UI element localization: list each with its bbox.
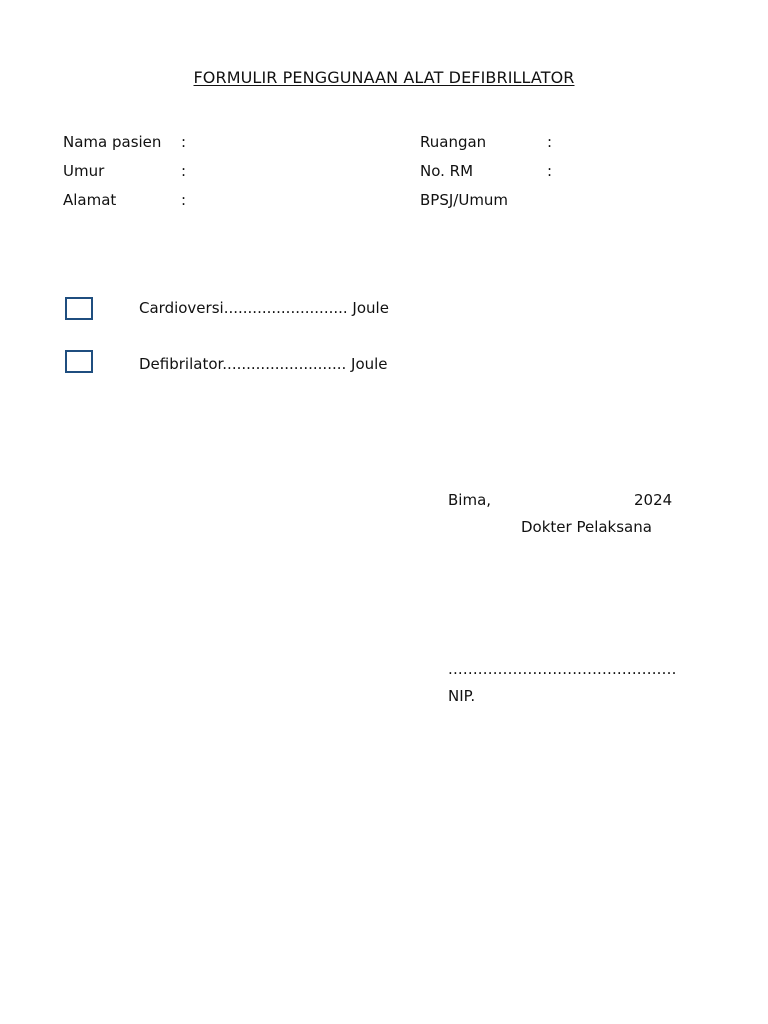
cardioversion-label: Cardioversi.......................... Joule xyxy=(139,299,389,317)
medical-record-label: No. RM xyxy=(420,162,474,180)
medical-record-colon: : xyxy=(547,162,553,180)
cardioversion-checkbox[interactable] xyxy=(65,297,93,320)
signature-year: 2024 xyxy=(634,491,673,509)
form-title: FORMULIR PENGGUNAAN ALAT DEFIBRILLATOR xyxy=(193,68,575,87)
room-label: Ruangan xyxy=(420,133,487,151)
defibrillator-checkbox[interactable] xyxy=(65,350,93,373)
address-label: Alamat xyxy=(63,191,117,209)
patient-name-colon: : xyxy=(181,133,187,151)
patient-name-label: Nama pasien xyxy=(63,133,162,151)
address-colon: : xyxy=(181,191,187,209)
signature-place: Bima, xyxy=(448,491,492,509)
payment-type-label: BPSJ/Umum xyxy=(420,191,509,209)
room-colon: : xyxy=(547,133,553,151)
defibrillator-label: Defibrilator.......................... Joule xyxy=(139,355,388,373)
age-colon: : xyxy=(181,162,187,180)
signature-name-line: .............................................. xyxy=(448,660,677,678)
nip-label: NIP. xyxy=(448,687,476,705)
signature-role: Dokter Pelaksana xyxy=(521,518,652,536)
age-label: Umur xyxy=(63,162,105,180)
